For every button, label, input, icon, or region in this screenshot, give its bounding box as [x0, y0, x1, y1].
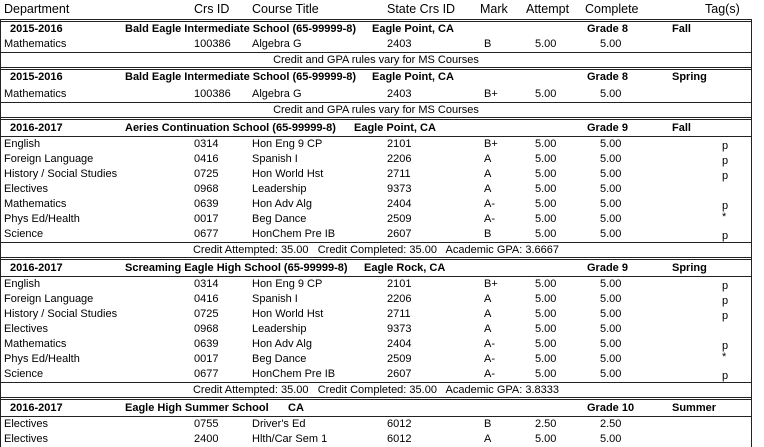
row-department: Electives: [4, 323, 49, 335]
row-crs-id: 0677: [194, 368, 219, 380]
row-mark: A: [484, 183, 492, 195]
block-footer: Credit Attempted: 35.00 Credit Completed: 35.00 Academic GPA: 3.6667: [192, 244, 560, 256]
row-mark: A: [484, 323, 492, 335]
row-complete: 5.00: [600, 153, 622, 165]
divider: [0, 416, 752, 417]
row-course-title: Hon Adv Alg: [252, 338, 312, 350]
header-mark: Mark: [480, 2, 508, 16]
row-attempt: 5.00: [535, 433, 557, 445]
row-crs-id: 0968: [194, 183, 219, 195]
row-crs-id: 2400: [194, 433, 219, 445]
row-mark: A-: [484, 338, 495, 350]
row-crs-id: 0314: [194, 138, 219, 150]
row-state-crs-id: 2509: [387, 353, 412, 365]
row-attempt: 5.00: [535, 368, 557, 380]
row-tag: p: [722, 370, 729, 382]
row-course-title: Hlth/Car Sem 1: [252, 433, 328, 445]
row-crs-id: 0677: [194, 228, 219, 240]
row-tag: *: [722, 351, 727, 363]
block-location: Eagle Point, CA: [354, 122, 436, 134]
row-course-title: Algebra G: [252, 38, 302, 50]
row-attempt: 5.00: [535, 38, 557, 50]
row-state-crs-id: 2404: [387, 338, 412, 350]
header-crs-id: Crs ID: [194, 2, 230, 16]
divider: [0, 399, 752, 400]
divider: [0, 259, 752, 260]
header-attempt: Attempt: [526, 2, 570, 16]
row-state-crs-id: 2403: [387, 38, 412, 50]
row-complete: 5.00: [600, 278, 622, 290]
divider: [0, 19, 752, 20]
divider: [0, 242, 752, 243]
row-attempt: 5.00: [535, 323, 557, 335]
header-state-crs-id: State Crs ID: [387, 2, 456, 16]
block-school: Bald Eagle Intermediate School (65-99999-8): [125, 71, 357, 83]
block-term: Spring: [672, 71, 707, 83]
row-tag: p: [722, 230, 729, 242]
row-course-title: HonChem Pre IB: [252, 368, 336, 380]
row-course-title: Hon World Hst: [252, 168, 324, 180]
block-grade: Grade 8: [587, 23, 628, 35]
row-course-title: HonChem Pre IB: [252, 228, 336, 240]
row-crs-id: 0968: [194, 323, 219, 335]
row-course-title: Hon World Hst: [252, 308, 324, 320]
row-crs-id: 0725: [194, 308, 219, 320]
row-complete: 5.00: [600, 353, 622, 365]
row-course-title: Driver's Ed: [252, 418, 306, 430]
row-course-title: Hon Eng 9 CP: [252, 278, 323, 290]
row-complete: 5.00: [600, 198, 622, 210]
row-department: Phys Ed/Health: [4, 353, 80, 365]
row-course-title: Leadership: [252, 323, 307, 335]
row-department: Foreign Language: [4, 153, 94, 165]
block-location: Eagle Point, CA: [372, 71, 454, 83]
block-footer: Credit and GPA rules vary for MS Courses: [273, 54, 479, 66]
block-term: Summer: [672, 402, 717, 414]
row-department: English: [4, 138, 41, 150]
row-attempt: 5.00: [535, 198, 557, 210]
block-term: Fall: [672, 122, 691, 134]
row-tag: *: [722, 211, 727, 223]
row-state-crs-id: 2509: [387, 213, 412, 225]
row-mark: A-: [484, 368, 495, 380]
row-crs-id: 0017: [194, 353, 219, 365]
row-department: Mathematics: [4, 88, 67, 100]
row-crs-id: 0725: [194, 168, 219, 180]
row-tag: p: [722, 310, 729, 322]
row-state-crs-id: 2206: [387, 293, 412, 305]
row-complete: 5.00: [600, 368, 622, 380]
row-complete: 5.00: [600, 138, 622, 150]
row-mark: B+: [484, 278, 498, 290]
row-state-crs-id: 2403: [387, 88, 412, 100]
header-tags: Tag(s): [705, 2, 740, 16]
row-complete: 2.50: [600, 418, 622, 430]
row-mark: A-: [484, 213, 495, 225]
row-mark: B: [484, 38, 492, 50]
divider: [0, 102, 752, 103]
block-grade: Grade 8: [587, 71, 628, 83]
row-state-crs-id: 2711: [387, 308, 411, 320]
row-tag: p: [722, 280, 729, 292]
row-state-crs-id: 2607: [387, 368, 412, 380]
row-attempt: 5.00: [535, 293, 557, 305]
row-course-title: Spanish I: [252, 153, 298, 165]
row-complete: 5.00: [600, 308, 622, 320]
divider: [0, 21, 752, 22]
header-course-title: Course Title: [252, 2, 319, 16]
block-grade: Grade 9: [587, 262, 628, 274]
block-year: 2016-2017: [10, 122, 63, 134]
row-attempt: 5.00: [535, 228, 557, 240]
block-year: 2016-2017: [10, 262, 63, 274]
row-complete: 5.00: [600, 213, 622, 225]
row-department: Electives: [4, 183, 49, 195]
row-course-title: Hon Eng 9 CP: [252, 138, 323, 150]
row-attempt: 5.00: [535, 353, 557, 365]
row-course-title: Hon Adv Alg: [252, 198, 312, 210]
row-crs-id: 100386: [194, 88, 231, 100]
row-course-title: Algebra G: [252, 88, 302, 100]
row-attempt: 5.00: [535, 338, 557, 350]
row-course-title: Beg Dance: [252, 213, 307, 225]
row-mark: B: [484, 418, 492, 430]
row-state-crs-id: 2101: [387, 138, 412, 150]
row-crs-id: 0416: [194, 153, 219, 165]
row-mark: B: [484, 228, 492, 240]
row-attempt: 5.00: [535, 138, 557, 150]
block-term: Fall: [672, 23, 691, 35]
row-tag: p: [722, 170, 729, 182]
row-department: Foreign Language: [4, 293, 94, 305]
block-school: Screaming Eagle High School (65-99999-8): [125, 262, 348, 274]
divider: [0, 67, 752, 68]
row-course-title: Leadership: [252, 183, 307, 195]
row-state-crs-id: 9373: [387, 183, 412, 195]
block-school: Eagle High Summer School: [125, 402, 269, 414]
row-crs-id: 0639: [194, 338, 219, 350]
block-location: Eagle Rock, CA: [364, 262, 446, 274]
row-course-title: Spanish I: [252, 293, 298, 305]
row-mark: A: [484, 168, 492, 180]
row-state-crs-id: 2607: [387, 228, 412, 240]
row-state-crs-id: 2101: [387, 278, 412, 290]
right-border: [751, 19, 752, 447]
row-mark: A: [484, 293, 492, 305]
row-complete: 5.00: [600, 88, 622, 100]
row-attempt: 5.00: [535, 88, 557, 100]
row-crs-id: 100386: [194, 38, 231, 50]
row-attempt: 5.00: [535, 308, 557, 320]
divider: [0, 69, 752, 70]
row-department: Phys Ed/Health: [4, 213, 80, 225]
row-tag: p: [722, 155, 729, 167]
row-department: Mathematics: [4, 198, 67, 210]
header-complete: Complete: [585, 2, 639, 16]
row-complete: 5.00: [600, 293, 622, 305]
row-complete: 5.00: [600, 228, 622, 240]
row-tag: p: [722, 340, 729, 352]
row-crs-id: 0017: [194, 213, 219, 225]
row-department: History / Social Studies: [4, 168, 118, 180]
row-attempt: 5.00: [535, 278, 557, 290]
divider: [0, 397, 752, 398]
block-year: 2015-2016: [10, 23, 63, 35]
divider: [0, 52, 752, 53]
row-mark: B+: [484, 138, 498, 150]
row-tag: p: [722, 295, 729, 307]
row-mark: A: [484, 308, 492, 320]
block-school: Aeries Continuation School (65-99999-8): [125, 122, 336, 134]
block-year: 2016-2017: [10, 402, 63, 414]
row-department: Science: [4, 228, 44, 240]
row-mark: A: [484, 433, 492, 445]
block-footer: Credit and GPA rules vary for MS Courses: [273, 104, 479, 116]
left-border: [0, 19, 1, 447]
row-department: Mathematics: [4, 38, 67, 50]
row-mark: A-: [484, 198, 495, 210]
row-state-crs-id: 2206: [387, 153, 412, 165]
row-course-title: Beg Dance: [252, 353, 307, 365]
row-crs-id: 0416: [194, 293, 219, 305]
header-department: Department: [4, 2, 70, 16]
row-crs-id: 0314: [194, 278, 219, 290]
row-crs-id: 0755: [194, 418, 219, 430]
row-complete: 5.00: [600, 323, 622, 335]
block-location: Eagle Point, CA: [372, 23, 454, 35]
divider: [0, 117, 752, 118]
row-complete: 5.00: [600, 433, 622, 445]
row-mark: B+: [484, 88, 498, 100]
row-tag: p: [722, 200, 729, 212]
block-term: Spring: [672, 262, 707, 274]
row-complete: 5.00: [600, 168, 622, 180]
row-department: Electives: [4, 433, 49, 445]
row-department: History / Social Studies: [4, 308, 118, 320]
row-department: Science: [4, 368, 44, 380]
row-attempt: 5.00: [535, 183, 557, 195]
row-department: Electives: [4, 418, 49, 430]
row-tag: p: [722, 140, 729, 152]
divider: [0, 136, 752, 137]
row-attempt: 5.00: [535, 153, 557, 165]
divider: [0, 119, 752, 120]
divider: [0, 257, 752, 258]
row-complete: 5.00: [600, 338, 622, 350]
row-state-crs-id: 6012: [387, 418, 412, 430]
row-state-crs-id: 6012: [387, 433, 412, 445]
row-department: Mathematics: [4, 338, 67, 350]
block-school: Bald Eagle Intermediate School (65-99999-8): [125, 23, 357, 35]
block-footer: Credit Attempted: 35.00 Credit Completed: 35.00 Academic GPA: 3.8333: [192, 384, 560, 396]
row-state-crs-id: 2404: [387, 198, 412, 210]
block-year: 2015-2016: [10, 71, 63, 83]
row-complete: 5.00: [600, 38, 622, 50]
row-attempt: 5.00: [535, 213, 557, 225]
row-mark: A: [484, 153, 492, 165]
divider: [0, 276, 752, 277]
block-grade: Grade 9: [587, 122, 628, 134]
row-complete: 5.00: [600, 183, 622, 195]
row-attempt: 5.00: [535, 168, 557, 180]
block-grade: Grade 10: [587, 402, 635, 414]
row-state-crs-id: 9373: [387, 323, 412, 335]
row-mark: A-: [484, 353, 495, 365]
row-department: English: [4, 278, 41, 290]
row-state-crs-id: 2711: [387, 168, 411, 180]
block-location: CA: [288, 402, 304, 414]
row-attempt: 2.50: [535, 418, 557, 430]
row-crs-id: 0639: [194, 198, 219, 210]
divider: [0, 382, 752, 383]
